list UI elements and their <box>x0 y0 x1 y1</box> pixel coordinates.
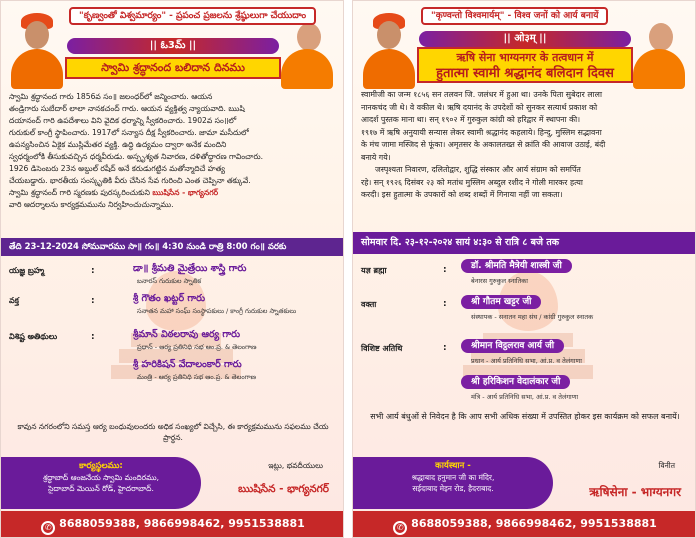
biography-text: స్వామి శ్రద్ధానంద గారు 1856వ సం॥ జలంధర్‌లో జన్మించారు. ఆయన తండ్రిగారు సుబేదార్ లాలా నానకచంద్ గారు. ఆయన వ్యక్తిత్వ న్యాయవాది. ఋషి దయానంద్ గారి ఉపదేశాలు విని వైదిక ధర్మాన్ని స్వీకరించారు. 1902వ సం॥లో గురుకుల్ కాంగ్రీ స్థాపించారు. 1917లో సన్యాస దీక్ష స్వీకరించారు. జామా మసీదులో ఉపన్యసించిన ఏకైక ముస్లిమేతర వ్యక్తి. ఉద్ధి ఉద్యమం ద్వారా అనేక మందిని స్వధర్మంలోకి తీసుకువచ్చిన ధర్మవీరుడు. అస్పృశ్యత నివారణ, దళితోద్ధారణ గావించారు. 1926 డిసెంబరు 23న అబ్దుల్ రషీద్ అనే కరుడుగట్టిన మతోన్మాదిచే హత్య చేయబడ్డారు. భారతీయ సంస్కృతికి వీరు చేసిన సేవ గురించి ఎంత చెప్పినా తక్కువే. స్వామి శ్రద్ధానంద్ గారి స్మరణకు పురస్కరించుకుని ఋషిసేన - భాగ్యనగర్ వారి ఆదర్శాలను కార్యక్రమమును నిర్వహించుచున్నాము. <box>9 92 263 209</box>
phone-icon: ✆ <box>41 521 55 535</box>
closing-appeal: सभी आर्य बंधुओं से निवेदन है कि आप सभी अधिक संख्या में उपस्तित होकर इस कार्यक्रम को सफल बनायें। <box>370 412 680 421</box>
speaker-list <box>361 259 691 411</box>
sign-label: ఇట్లు, భవదీయులు <box>268 461 323 470</box>
role-row: यज्ञ ब्रह्मा : डॉ. श्रीमति मैत्रेयी शास्त्री जी बेनारस गुरुकुल स्नातिका <box>361 259 691 295</box>
speaker-list <box>9 263 339 389</box>
om-banner: || ఓ3మ్ || <box>67 38 279 54</box>
role-row: శ్రీ హరికిషన్ వేదాలంకార్ గారు మంత్రి - ఆర్య ప్రతినిధి సభ ఆం.ప్ర. & తెలంగాణ <box>133 359 256 381</box>
motto-banner: "కృణ్వంతో విశ్వమార్యం" - ప్రపంచ ప్రజలను శ్రేష్ఠులుగా చేయుదాం <box>69 7 316 25</box>
swami-shraddhanand-portrait <box>359 11 419 91</box>
venue-title: కార్యస్థలము: <box>79 461 123 471</box>
phone-numbers: 8688059388, 9866998462, 9951538881 <box>59 517 305 530</box>
venue-title: कार्यस्थान - <box>435 461 471 471</box>
swami-dayanand-portrait <box>629 11 689 91</box>
motto-banner: "कृण्वन्तो विश्वमार्यम्" - विश्व जनों को आर्य बनायें <box>421 7 608 25</box>
page-title: ऋषि सेना भाग्यनगर के तत्वधान में हुतात्मा स्वामी श्रद्धानंद बलिदान दिवस <box>417 47 633 83</box>
role-row: యజ్ఞ బ్రహ్మ : డా॥ శ్రీమతి మైత్రేయి శాస్త్రి గారు బనారస్ గురుకుల స్నాతిక <box>9 263 247 285</box>
role-row: श्री हरिकिशन वेदालंकार जी मंत्रि - आर्य प्रतिनिधि सभा, आं.प्र. व तेलंगाणा <box>361 375 691 411</box>
role-row: వక్త : శ్రీ గౌతం ఖట్టర్ గారు సనాతన మహా సంఘ్ సంస్థాపకులు / కాంగ్రీ గురుకుల స్నాతకులు <box>9 293 297 315</box>
telugu-invitation-panel <box>0 0 344 538</box>
phone-bar <box>1 511 344 537</box>
phone-numbers: 8688059388, 9866998462, 9951538881 <box>411 517 657 530</box>
date-time-bar: सोमवार दि. २३-१२-२०२४ सायं ४:३० से रात्रि ८ बजे तक <box>353 232 696 254</box>
sign-label: विनीत <box>658 461 675 470</box>
body-signature: ఋషిసేన - భాగ్యనగర్ <box>152 188 219 197</box>
organizer-name: ऋषिसेना - भाग्यनगर <box>589 485 681 499</box>
role-row: वक्ता : श्री गौतम खट्टर जी संस्थापक - सनातन महा संघ / कांग्री गुरुकुल स्नातक <box>361 297 594 321</box>
hindi-invitation-panel <box>352 0 696 538</box>
phone-bar <box>353 511 696 537</box>
biography-text: स्वामीजी का जन्म १८५६ सन तलवन जि. जलंधर में हुआ था। उनके पिता सुबेदार लाला नानकचंद जी थे। वे वकील थे। ऋषि दयानंद के उपदेशों को सुनकर सत्यार्थ प्रकाश को आदर्श पुस्तक माना था। सन् १९०२ में गुरुकुल कांग्री को हरिद्वार में स्थापना की। १९१७ में ऋषि अनुयायी सन्यास लेकर स्वामी श्रद्धानंद कहलाये। हिन्दु, मुस्लिम सद्भावना के मंच जामा मस्जिद से फूंका। अमृतसर के अकालतख्त से क्रांति की आवाज उठाई, बंदी बनाये गये। जस्पृश्यता निवारण, दलितोद्वार, शुद्धि संस्कार और आर्य संग्राम को समर्पित रहे। सन् १९२६ दिसंबर २३ को मतांध मुस्लिम अब्दुल रशीद ने गोली मारकर हत्या करदी। इस हुतात्मा के उपकारों को शब्द शब्दों में गिनाया नहीं जा सकता। <box>361 90 606 199</box>
role-row: విశిష్ట అతిథులు : శ్రీమాన్ విఠలరావు ఆర్య గారు ప్రధాన్ - ఆర్య ప్రతినిధి సభ ఆం.ప్ర. & తెలంగాణ <box>9 329 257 351</box>
om-banner: || ओ३म् || <box>419 31 631 47</box>
closing-appeal: కావున నగరంలోని సమస్త ఆర్య బంధువులందరు అధిక సంఖ్యలో విచ్చేసి, ఈ కార్యక్రమమును సఫలము చేయ ప్రార్థన. <box>17 422 329 442</box>
venue-box: कार्यस्थान - श्रद्धाबाद हनुमान जी का मंदिर, सईदाबाद मेइन रोड, हैदराबाद. <box>353 457 553 509</box>
role-row: विशिष्ट अतिथि : श्रीमान विट्ठलराव आर्य जी प्रधान - आर्य प्रतिनिधि सभा, आं.प्र. व तेलंगाणा <box>361 341 582 365</box>
phone-icon: ✆ <box>393 521 407 535</box>
page-title: స్వామి శ్రద్ధానంద బలిదాన దినము <box>65 57 281 79</box>
venue-box: కార్యస్థలము: శ్రద్ధాబాద్ ఆంజనేయ స్వామి మందిరము, సైదాబాద్ మెయిన్ రోడ్, హైదరాబాద్. <box>1 457 201 509</box>
swami-shraddhanand-portrait <box>7 11 67 91</box>
organizer-name: ఋషిసేన - భాగ్యనగర్ <box>238 483 329 495</box>
date-time-bar: తేది 23-12-2024 సోమవారము సా॥ గం॥ 4:30 నుండి రాత్రి 8:00 గం॥ వరకు <box>1 238 344 256</box>
